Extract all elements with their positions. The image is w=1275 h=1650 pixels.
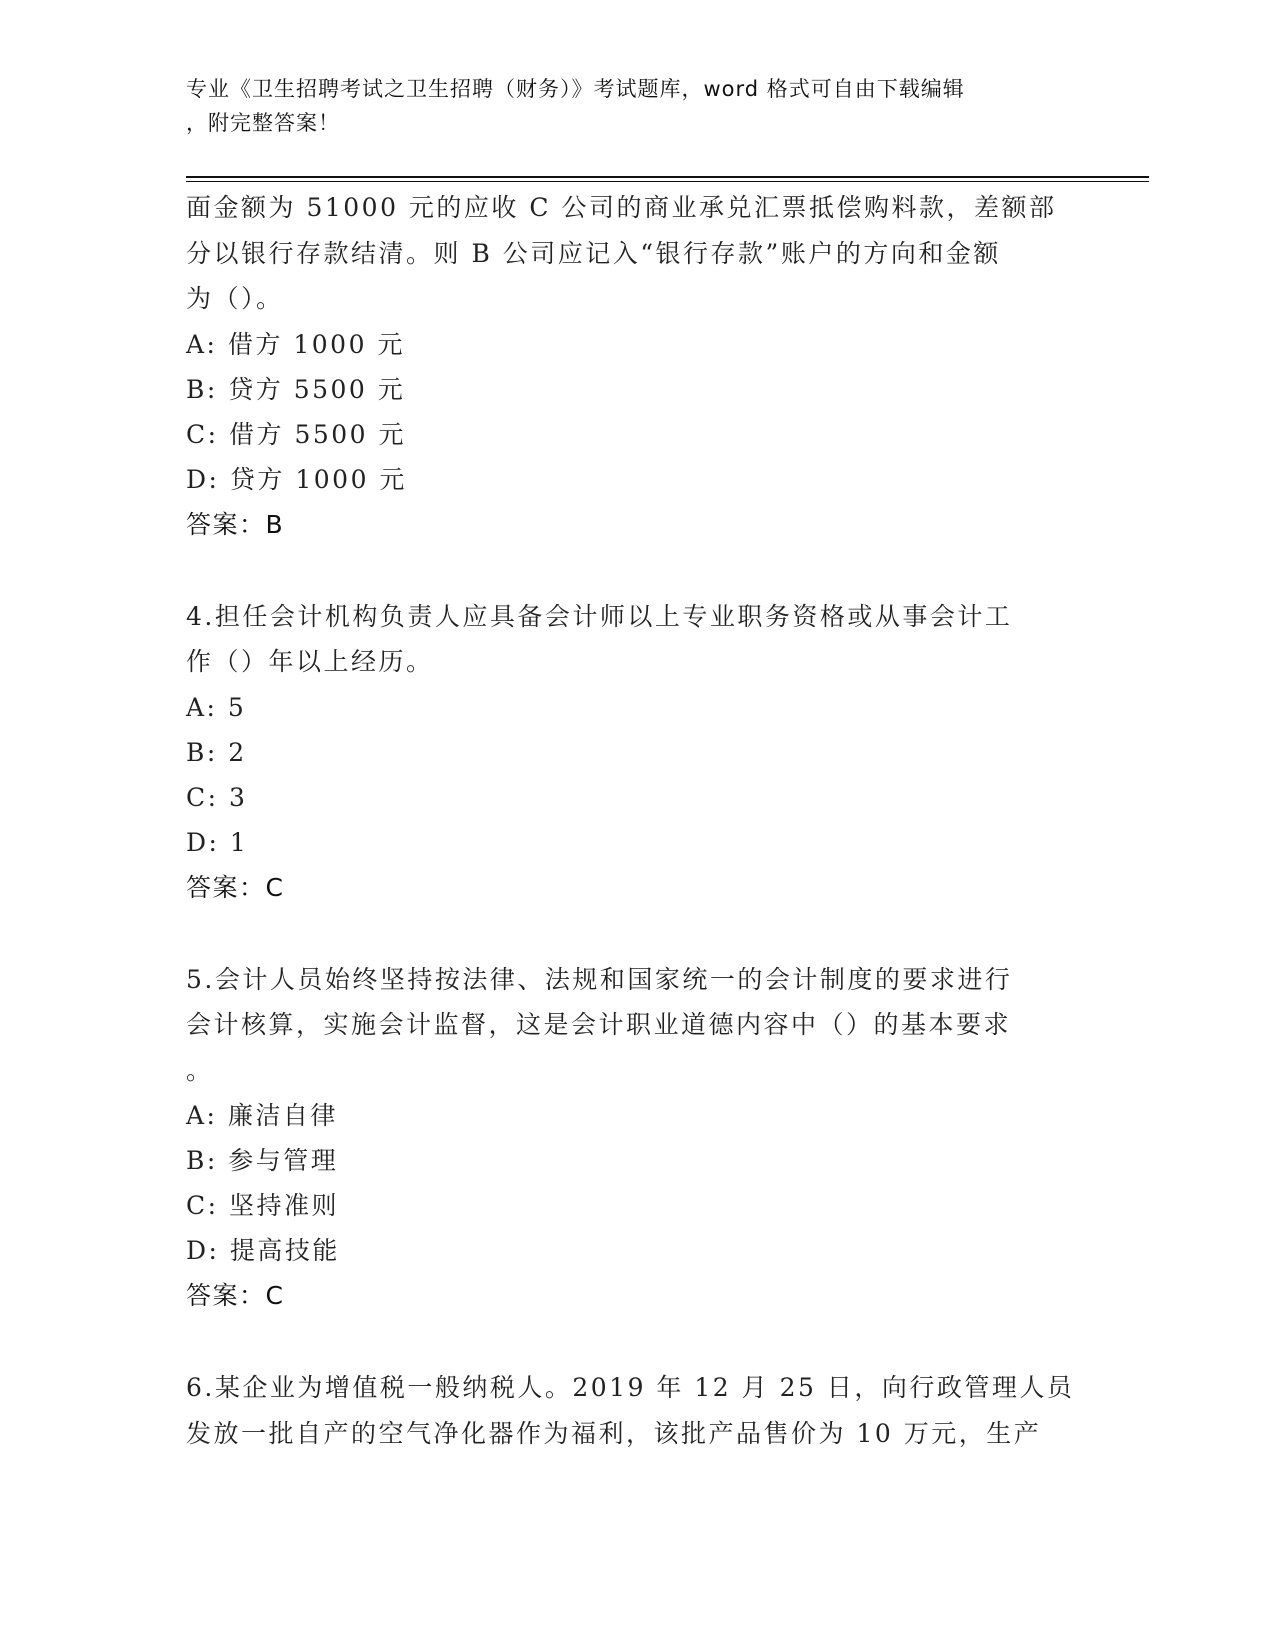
question-text-line: 6.某企业为增值税一般纳税人。2019 年 12 月 25 日，向行政管理人员: [186, 1373, 1075, 1402]
question-text-line: 发放一批自产的空气净化器作为福利，该批产品售价为 10 万元，生产: [186, 1418, 1042, 1448]
option-a: A: 5: [186, 692, 247, 722]
question-text-line: 4.担任会计机构负责人应具备会计师以上专业职务资格或从事会计工: [186, 601, 1013, 631]
spacer: [186, 547, 1086, 594]
header-line-2: ，附完整答案！: [186, 111, 340, 135]
option-b: B: 参与管理: [186, 1146, 339, 1175]
question-text-line: 。: [186, 1055, 214, 1085]
document-header: [186, 72, 1066, 140]
option-a: A: 借方 1000 元: [186, 329, 405, 359]
question-text-line: 面金额为 51000 元的应收 C 公司的商业承兑汇票抵偿购料款，差额部: [186, 193, 1057, 222]
question-text-line: 5.会计人员始终坚持按法律、法规和国家统一的会计制度的要求进行: [186, 964, 1013, 994]
option-c: C: 坚持准则: [186, 1191, 339, 1220]
question-text-line: 会计核算，实施会计监督，这是会计职业道德内容中（）的基本要求: [186, 1010, 1012, 1039]
answer: 答案：C: [186, 872, 285, 902]
spacer: [186, 1318, 1086, 1365]
answer: 答案：C: [186, 1281, 285, 1310]
question-text-line: 分以银行存款结清。则 B 公司应记入“银行存款”账户的方向和金额: [186, 238, 1001, 268]
header-divider-thick: [186, 176, 1149, 178]
question-text-line: 为（）。: [186, 284, 284, 313]
option-b: B: 2: [186, 737, 247, 767]
question-6: [186, 1365, 1086, 1456]
question-text-line: 作（）年以上经历。: [186, 647, 434, 676]
question-3: [186, 185, 1086, 547]
answer: 答案：B: [186, 509, 285, 539]
option-a: A: 廉洁自律: [186, 1101, 338, 1130]
header-line-1: 专业《卫生招聘考试之卫生招聘（财务）》考试题库，word 格式可自由下载编辑: [186, 77, 965, 101]
question-4: [186, 594, 1086, 910]
option-c: C: 3: [186, 782, 248, 812]
option-d: D: 1: [186, 827, 249, 857]
option-d: D: 提高技能: [186, 1236, 340, 1265]
spacer: [186, 910, 1086, 957]
option-d: D: 贷方 1000 元: [186, 464, 407, 494]
option-b: B: 贷方 5500 元: [186, 374, 406, 404]
option-c: C: 借方 5500 元: [186, 419, 407, 449]
question-list: [186, 185, 1086, 1456]
question-5: [186, 957, 1086, 1319]
header-divider-thin: [186, 181, 1149, 182]
